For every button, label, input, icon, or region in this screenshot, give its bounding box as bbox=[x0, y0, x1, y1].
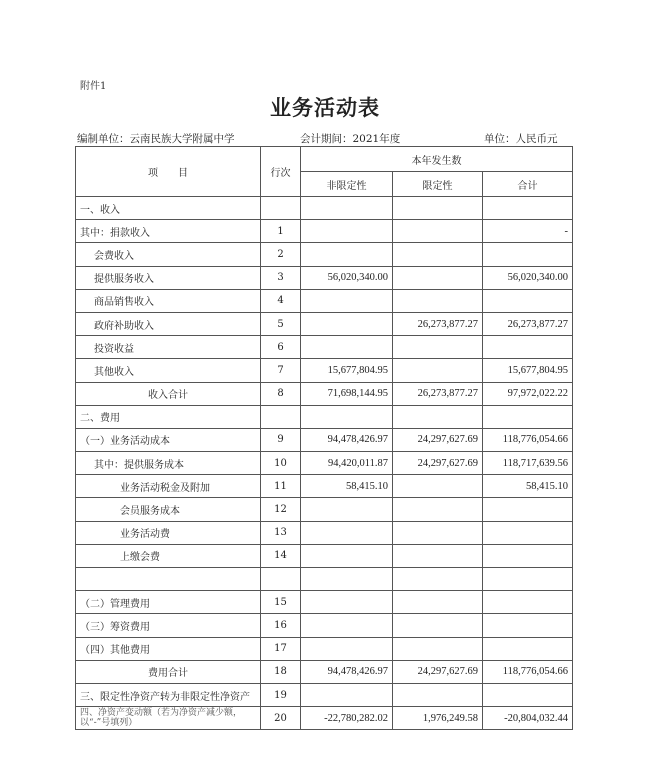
header-unrestricted: 非限定性 bbox=[301, 172, 393, 197]
total-value: 26,273,877.27 bbox=[483, 312, 573, 335]
row-item bbox=[76, 568, 261, 591]
restricted-value: 24,297,627.69 bbox=[393, 660, 483, 683]
unrestricted-value: 94,478,426.97 bbox=[301, 428, 393, 451]
row-item: 业务活动税金及附加 bbox=[76, 475, 261, 498]
row-number: 18 bbox=[261, 660, 301, 683]
table-row bbox=[76, 243, 573, 266]
row-item: 其中：捐款收入 bbox=[76, 220, 261, 243]
total-value bbox=[483, 614, 573, 637]
total-value: 58,415.10 bbox=[483, 475, 573, 498]
total-value bbox=[483, 683, 573, 706]
restricted-value bbox=[393, 614, 483, 637]
total-value bbox=[483, 405, 573, 428]
table-row bbox=[76, 382, 573, 405]
unrestricted-value bbox=[301, 521, 393, 544]
total-value: 97,972,022.22 bbox=[483, 382, 573, 405]
unrestricted-value: 94,420,011.87 bbox=[301, 452, 393, 475]
table-row bbox=[76, 498, 573, 521]
row-number: 15 bbox=[261, 591, 301, 614]
table-row bbox=[76, 359, 573, 382]
table-row bbox=[76, 683, 573, 706]
unrestricted-value bbox=[301, 243, 393, 266]
restricted-value bbox=[393, 359, 483, 382]
total-value: 15,677,804.95 bbox=[483, 359, 573, 382]
unrestricted-value: 71,698,144.95 bbox=[301, 382, 393, 405]
document-title: 业务活动表 bbox=[270, 96, 380, 120]
row-item: 二、费用 bbox=[76, 405, 261, 428]
row-number: 9 bbox=[261, 428, 301, 451]
restricted-value: 24,297,627.69 bbox=[393, 428, 483, 451]
row-number: 10 bbox=[261, 452, 301, 475]
row-number bbox=[261, 197, 301, 220]
unrestricted-value bbox=[301, 544, 393, 567]
org-label: 编制单位：云南民族大学附属中学 bbox=[77, 133, 235, 145]
header-total: 合计 bbox=[483, 172, 573, 197]
unrestricted-value bbox=[301, 405, 393, 428]
unrestricted-value bbox=[301, 312, 393, 335]
unrestricted-value: 94,478,426.97 bbox=[301, 660, 393, 683]
row-number bbox=[261, 405, 301, 428]
restricted-value: 1,976,249.58 bbox=[393, 707, 483, 730]
activity-table bbox=[75, 146, 573, 730]
restricted-value bbox=[393, 475, 483, 498]
row-item: 其中：提供服务成本 bbox=[76, 452, 261, 475]
row-number: 8 bbox=[261, 382, 301, 405]
row-item: 费用合计 bbox=[76, 660, 261, 683]
row-item: 会费收入 bbox=[76, 243, 261, 266]
total-value bbox=[483, 544, 573, 567]
row-number: 16 bbox=[261, 614, 301, 637]
table-row bbox=[76, 707, 573, 730]
restricted-value bbox=[393, 568, 483, 591]
row-item: 业务活动费 bbox=[76, 521, 261, 544]
restricted-value bbox=[393, 521, 483, 544]
total-value bbox=[483, 243, 573, 266]
table-row bbox=[76, 197, 573, 220]
row-item: 收入合计 bbox=[76, 382, 261, 405]
row-item: 其他收入 bbox=[76, 359, 261, 382]
row-number: 3 bbox=[261, 266, 301, 289]
row-item: 投资收益 bbox=[76, 336, 261, 359]
row-number: 7 bbox=[261, 359, 301, 382]
unrestricted-value bbox=[301, 197, 393, 220]
row-number: 11 bbox=[261, 475, 301, 498]
table-row bbox=[76, 289, 573, 312]
total-value bbox=[483, 521, 573, 544]
row-item: （一）业务活动成本 bbox=[76, 428, 261, 451]
restricted-value bbox=[393, 220, 483, 243]
restricted-value bbox=[393, 405, 483, 428]
row-number bbox=[261, 568, 301, 591]
row-item: 提供服务收入 bbox=[76, 266, 261, 289]
row-item: 商品销售收入 bbox=[76, 289, 261, 312]
row-item: 会员服务成本 bbox=[76, 498, 261, 521]
table-row bbox=[76, 591, 573, 614]
table-row bbox=[76, 428, 573, 451]
restricted-value bbox=[393, 498, 483, 521]
period-label: 会计期间：2021年度 bbox=[300, 133, 401, 145]
row-number: 20 bbox=[261, 707, 301, 730]
header-row-no: 行次 bbox=[261, 147, 301, 197]
unrestricted-value bbox=[301, 498, 393, 521]
row-number: 4 bbox=[261, 289, 301, 312]
table-row bbox=[76, 336, 573, 359]
table-row bbox=[76, 312, 573, 335]
table-row bbox=[76, 637, 573, 660]
unrestricted-value bbox=[301, 289, 393, 312]
row-number: 6 bbox=[261, 336, 301, 359]
table-row bbox=[76, 521, 573, 544]
table-row bbox=[76, 568, 573, 591]
row-item: （三）筹资费用 bbox=[76, 614, 261, 637]
row-item: 四、净资产变动额（若为净资产减少额，以“-”号填列） bbox=[76, 707, 261, 730]
unrestricted-value bbox=[301, 336, 393, 359]
total-value bbox=[483, 336, 573, 359]
restricted-value bbox=[393, 591, 483, 614]
total-value bbox=[483, 637, 573, 660]
total-value bbox=[483, 498, 573, 521]
unrestricted-value: 58,415.10 bbox=[301, 475, 393, 498]
total-value: 118,717,639.56 bbox=[483, 452, 573, 475]
restricted-value bbox=[393, 243, 483, 266]
total-value: 118,776,054.66 bbox=[483, 428, 573, 451]
row-number: 1 bbox=[261, 220, 301, 243]
table-row bbox=[76, 614, 573, 637]
restricted-value bbox=[393, 266, 483, 289]
total-value: - bbox=[483, 220, 573, 243]
row-number: 5 bbox=[261, 312, 301, 335]
row-item: （四）其他费用 bbox=[76, 637, 261, 660]
row-number: 12 bbox=[261, 498, 301, 521]
row-item: 三、限定性净资产转为非限定性净资产 bbox=[76, 683, 261, 706]
table-row bbox=[76, 220, 573, 243]
header-current-year: 本年发生数 bbox=[301, 147, 573, 172]
unrestricted-value bbox=[301, 568, 393, 591]
table-row bbox=[76, 266, 573, 289]
unrestricted-value: 15,677,804.95 bbox=[301, 359, 393, 382]
row-item: （二）管理费用 bbox=[76, 591, 261, 614]
attachment-label: 附件1 bbox=[80, 81, 107, 92]
unit-label: 单位：人民币元 bbox=[484, 133, 558, 145]
unrestricted-value bbox=[301, 637, 393, 660]
table-row bbox=[76, 544, 573, 567]
restricted-value bbox=[393, 637, 483, 660]
restricted-value: 24,297,627.69 bbox=[393, 452, 483, 475]
restricted-value: 26,273,877.27 bbox=[393, 382, 483, 405]
row-number: 2 bbox=[261, 243, 301, 266]
row-item: 一、收入 bbox=[76, 197, 261, 220]
table-row bbox=[76, 405, 573, 428]
row-number: 13 bbox=[261, 521, 301, 544]
total-value bbox=[483, 568, 573, 591]
total-value bbox=[483, 197, 573, 220]
row-number: 19 bbox=[261, 683, 301, 706]
row-item: 政府补助收入 bbox=[76, 312, 261, 335]
restricted-value: 26,273,877.27 bbox=[393, 312, 483, 335]
header-item: 项 目 bbox=[76, 147, 261, 197]
total-value: 118,776,054.66 bbox=[483, 660, 573, 683]
unrestricted-value: -22,780,282.02 bbox=[301, 707, 393, 730]
restricted-value bbox=[393, 197, 483, 220]
restricted-value bbox=[393, 683, 483, 706]
total-value: 56,020,340.00 bbox=[483, 266, 573, 289]
table-row bbox=[76, 660, 573, 683]
table-row bbox=[76, 452, 573, 475]
table-row bbox=[76, 475, 573, 498]
row-number: 14 bbox=[261, 544, 301, 567]
unrestricted-value bbox=[301, 683, 393, 706]
row-item: 上缴会费 bbox=[76, 544, 261, 567]
row-number: 17 bbox=[261, 637, 301, 660]
restricted-value bbox=[393, 336, 483, 359]
unrestricted-value bbox=[301, 220, 393, 243]
total-value: -20,804,032.44 bbox=[483, 707, 573, 730]
total-value bbox=[483, 289, 573, 312]
header-restricted: 限定性 bbox=[393, 172, 483, 197]
restricted-value bbox=[393, 544, 483, 567]
unrestricted-value bbox=[301, 614, 393, 637]
total-value bbox=[483, 591, 573, 614]
unrestricted-value bbox=[301, 591, 393, 614]
unrestricted-value: 56,020,340.00 bbox=[301, 266, 393, 289]
restricted-value bbox=[393, 289, 483, 312]
